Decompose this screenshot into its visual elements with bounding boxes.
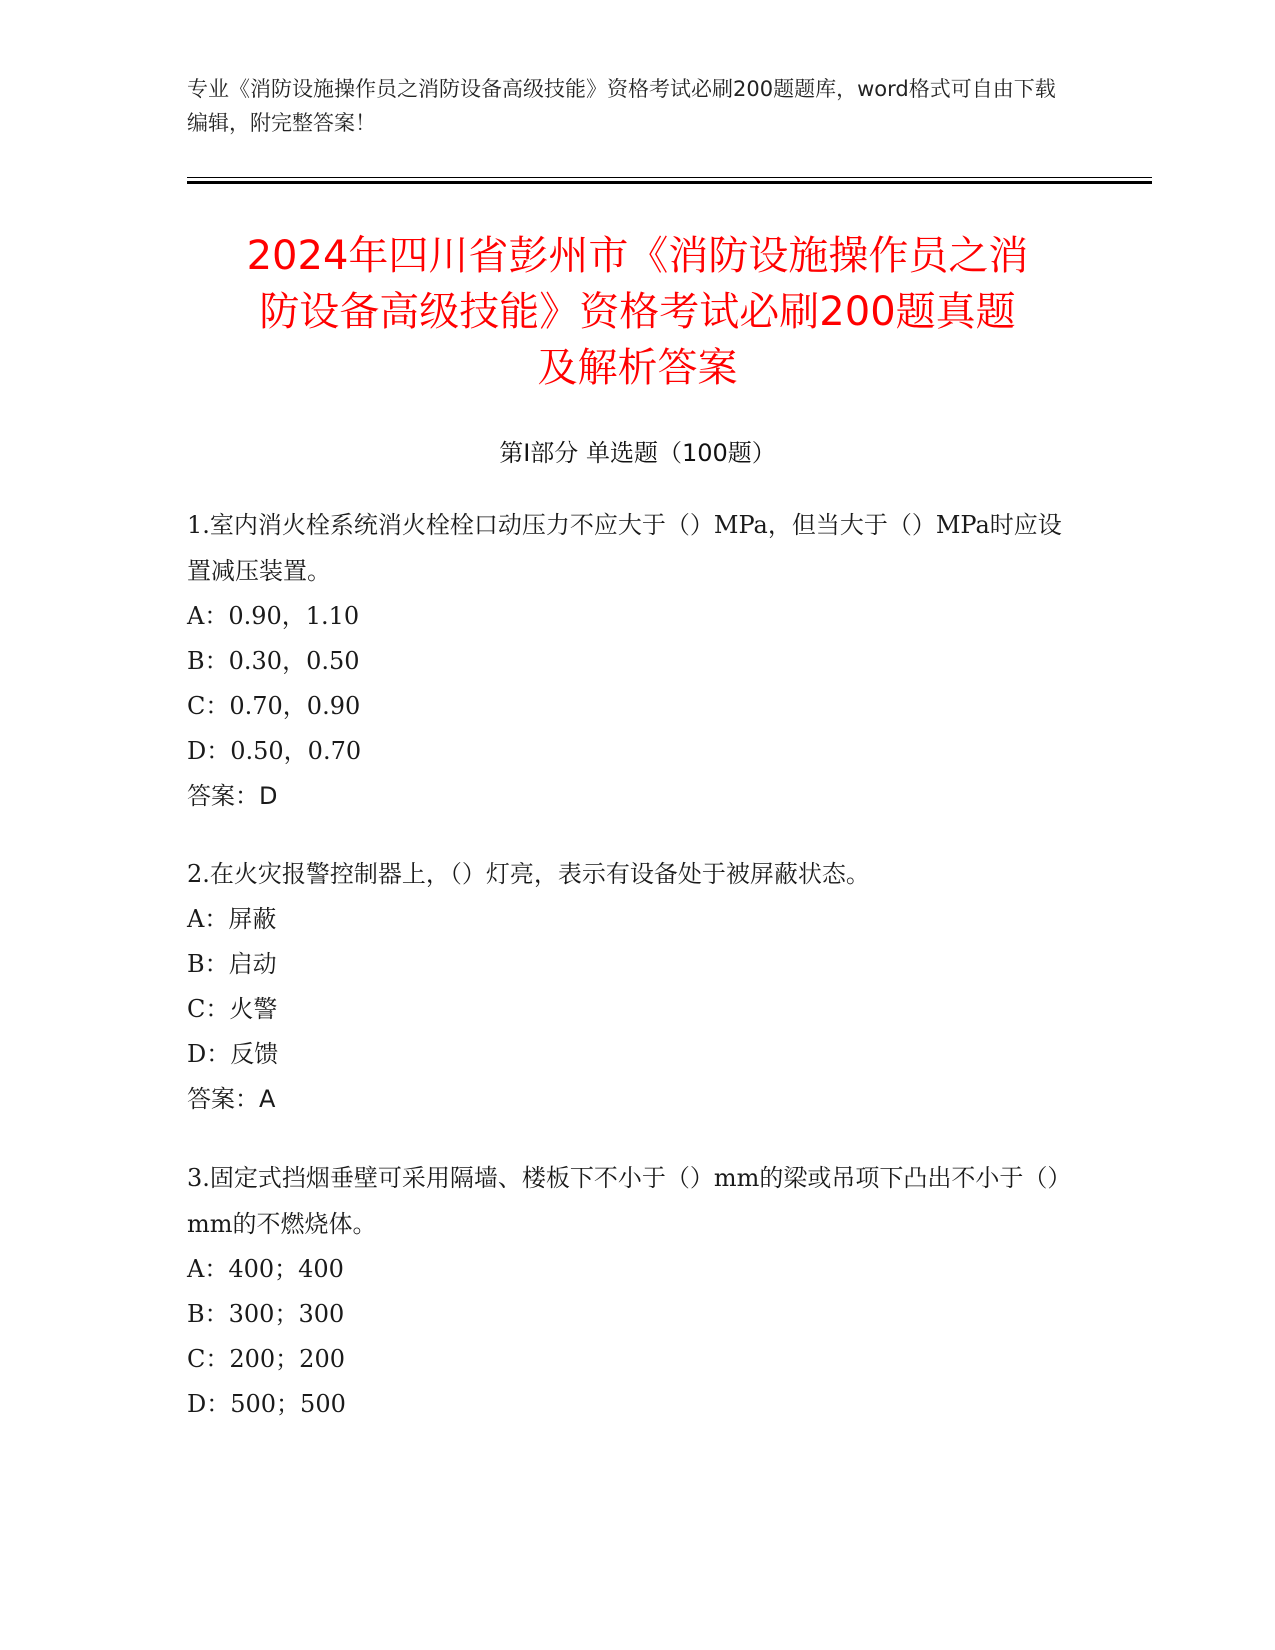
- answer: 答案：A: [187, 1085, 276, 1113]
- question-stem: 3.固定式挡烟垂壁可采用隔墙、楼板下不小于（）mm的梁或吊项下凸出不小于（）mm的不燃烧体。: [187, 1164, 1060, 1238]
- question-stem: 1.室内消火栓系统消火栓栓口动压力不应大于（）MPa，但当大于（）MPa时应设置减压装置。: [187, 511, 1062, 585]
- title-line-3: 及解析答案: [537, 345, 738, 391]
- option-b: B：0.30，0.50: [187, 647, 360, 675]
- header-divider-thin: [187, 177, 1152, 178]
- option-c: C：200；200: [187, 1345, 345, 1373]
- section-heading: 第I部分 单选题（100题）: [499, 439, 776, 467]
- option-b: B：启动: [187, 950, 277, 978]
- option-c: C：0.70，0.90: [187, 692, 361, 720]
- question-2: [187, 851, 1067, 1122]
- question-stem: 2.在火灾报警控制器上，（）灯亮，表示有设备处于被屏蔽状态。: [187, 860, 870, 888]
- option-d: D：反馈: [187, 1040, 279, 1068]
- option-c: C：火警: [187, 995, 278, 1023]
- answer: 答案：D: [187, 782, 278, 810]
- option-a: A：400；400: [187, 1255, 344, 1283]
- document-title: [140, 228, 1135, 396]
- question-3: [187, 1155, 1067, 1427]
- option-a: A：0.90，1.10: [187, 602, 360, 630]
- option-a: A：屏蔽: [187, 905, 277, 933]
- header-divider-thick: [187, 181, 1152, 184]
- title-line-2: 防设备高级技能》资格考试必刷200题真题: [259, 289, 1016, 335]
- header-note: 专业《消防设施操作员之消防设备高级技能》资格考试必刷200题题库，word格式可自由下载编辑，附完整答案！: [187, 77, 1056, 135]
- option-d: D：0.50，0.70: [187, 737, 362, 765]
- option-b: B：300；300: [187, 1300, 345, 1328]
- title-line-1: 2024年四川省彭州市《消防设施操作员之消: [246, 233, 1029, 279]
- question-1: [187, 502, 1067, 819]
- option-d: D：500；500: [187, 1390, 346, 1418]
